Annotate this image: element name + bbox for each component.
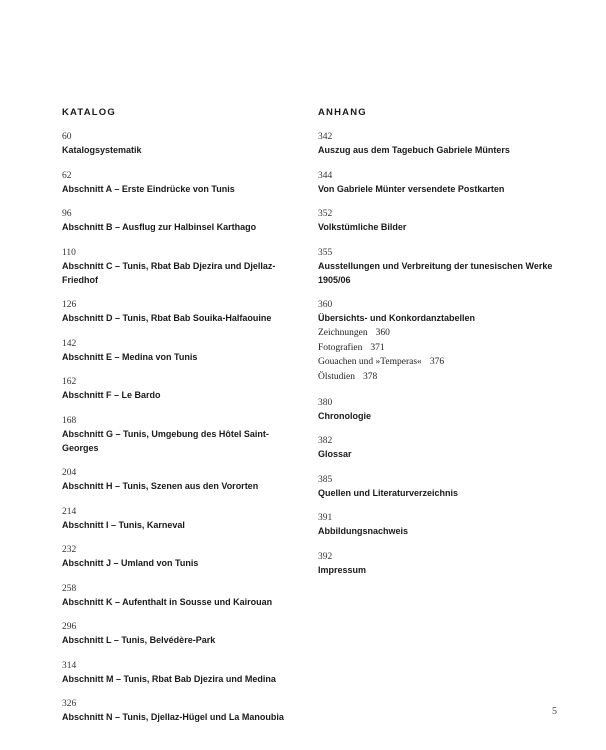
toc-entry: [62, 506, 302, 532]
toc-entry: [318, 435, 558, 461]
toc-entry: [62, 247, 302, 287]
toc-page-number: 96: [62, 209, 72, 219]
toc-entry: [62, 415, 302, 455]
toc-entry-title: Abschnitt I – Tunis, Karneval: [62, 519, 185, 530]
toc-entry-title: Von Gabriele Münter versendete Postkarten: [318, 183, 505, 194]
toc-entry: [318, 299, 558, 384]
toc-page-number: 232: [62, 545, 77, 555]
toc-entry: [318, 551, 558, 577]
toc-entry: [318, 247, 558, 287]
toc-page-number: 60: [62, 132, 72, 142]
toc-entry-title: Impressum: [318, 564, 367, 575]
toc-page-number: 126: [62, 300, 77, 310]
katalog-heading: KATALOG: [62, 107, 116, 118]
toc-page-number: 142: [62, 338, 77, 349]
toc-entry-title: Abschnitt M – Tunis, Rbat Bab Djezira und Medina: [62, 673, 276, 684]
toc-page-number: 380: [318, 397, 333, 408]
toc-page-number: 62: [62, 170, 72, 181]
toc-page-number: 204: [62, 468, 77, 478]
toc-entry-title: Abschnitt C – Tunis, Rbat Bab Djezira und Djellaz-Friedhof: [62, 260, 276, 285]
toc-page-number: 258: [62, 583, 77, 594]
anhang-list: [318, 131, 558, 577]
toc-entry: [318, 170, 558, 196]
toc-entry: [62, 376, 302, 402]
toc-entry-title: Ausstellungen und Verbreitung der tunesischen Werke 1905/06: [318, 260, 553, 285]
toc-page-number: 392: [318, 551, 333, 562]
toc-entry-title: Quellen und Literaturverzeichnis: [318, 487, 459, 498]
toc-page-number: 352: [318, 209, 333, 219]
toc-entry-title: Abschnitt J – Umland von Tunis: [62, 558, 199, 568]
toc-entry: [318, 512, 558, 538]
toc-entry-title: Glossar: [318, 449, 352, 459]
toc-page-number: 342: [318, 132, 333, 142]
page-number: 5: [552, 706, 557, 717]
toc-entry: [318, 474, 558, 500]
toc-page-number: 355: [318, 247, 333, 258]
toc-page-number: 326: [62, 699, 77, 709]
toc-entry-title: Abschnitt F – Le Bardo: [62, 390, 161, 400]
toc-entry: [62, 544, 302, 570]
toc-page-number: 168: [62, 415, 77, 426]
toc-entry: [62, 583, 302, 609]
toc-entry: [62, 660, 302, 686]
toc-entry-title: Abbildungsnachweis: [318, 526, 409, 536]
toc-entry-title: Volkstümliche Bilder: [318, 222, 407, 232]
toc-subentry-label: Gouachen und »Temperas«: [318, 357, 422, 367]
toc-entry-title: Abschnitt H – Tunis, Szenen aus den Vororten: [62, 481, 259, 491]
anhang-column: [318, 107, 558, 589]
toc-entry-title: Abschnitt N – Tunis, Djellaz-Hügel und La Manoubia: [62, 712, 284, 722]
toc-entry: [62, 338, 302, 364]
katalog-list: [62, 131, 302, 724]
toc-entry-title: Auszug aus dem Tagebuch Gabriele Münters: [318, 145, 510, 155]
toc-entry-title: Abschnitt D – Tunis, Rbat Bab Souika-Halfaouine: [62, 313, 272, 323]
toc-subentry-page: 371: [370, 342, 385, 353]
toc-entry-title: Abschnitt G – Tunis, Umgebung des Hôtel Saint-Georges: [62, 428, 269, 453]
toc-subentry-page: 378: [362, 371, 378, 382]
toc-entry: [318, 397, 558, 423]
toc-entry-title: Übersichts- und Konkordanztabellen: [318, 313, 476, 323]
toc-subentry-label: Zeichnungen: [318, 328, 368, 338]
toc-entry: [62, 467, 302, 493]
toc-page-number: 385: [318, 474, 333, 485]
toc-subentry-page: 376: [429, 357, 445, 367]
toc-subentry: [318, 370, 558, 385]
toc-entry: [62, 208, 302, 234]
toc-subentry-label: Ölstudien: [318, 371, 355, 382]
toc-page-number: 214: [62, 506, 77, 517]
toc-subentry-page: 360: [375, 328, 390, 338]
katalog-column: [62, 107, 302, 737]
toc-entry-title: Abschnitt A – Erste Eindrücke von Tunis: [62, 183, 235, 194]
toc-page-number: 382: [318, 436, 333, 446]
anhang-heading: ANHANG: [318, 107, 367, 118]
toc-entry-title: Katalogsystematik: [62, 145, 142, 155]
toc-entry-title: Abschnitt E – Medina von Tunis: [62, 351, 198, 362]
toc-subentry: [318, 326, 558, 341]
toc-entry-title: Abschnitt B – Ausflug zur Halbinsel Karthago: [62, 222, 257, 232]
toc-page-number: 360: [318, 300, 333, 310]
toc-subentry-list: [318, 326, 558, 384]
toc-page-number: 162: [62, 377, 77, 387]
toc-subentry: [318, 341, 558, 356]
toc-page-number: 344: [318, 170, 333, 181]
toc-subentry-label: Fotografien: [318, 342, 363, 353]
toc-entry: [62, 621, 302, 647]
toc-page-number: 314: [62, 660, 77, 671]
toc-entry: [62, 698, 302, 724]
toc-entry-title: Abschnitt K – Aufenthalt in Sousse und Kairouan: [62, 596, 273, 607]
toc-entry: [62, 131, 302, 157]
toc-page-number: 391: [318, 513, 333, 523]
toc-entry-title: Abschnitt L – Tunis, Belvédère-Park: [62, 635, 216, 645]
toc-page-number: 110: [62, 247, 76, 258]
toc-entry: [62, 299, 302, 325]
toc-entry: [318, 208, 558, 234]
toc-entry: [318, 131, 558, 157]
toc-subentry: [318, 355, 558, 370]
toc-entry-title: Chronologie: [318, 410, 371, 421]
toc-page-number: 296: [62, 622, 77, 632]
toc-entry: [62, 170, 302, 196]
